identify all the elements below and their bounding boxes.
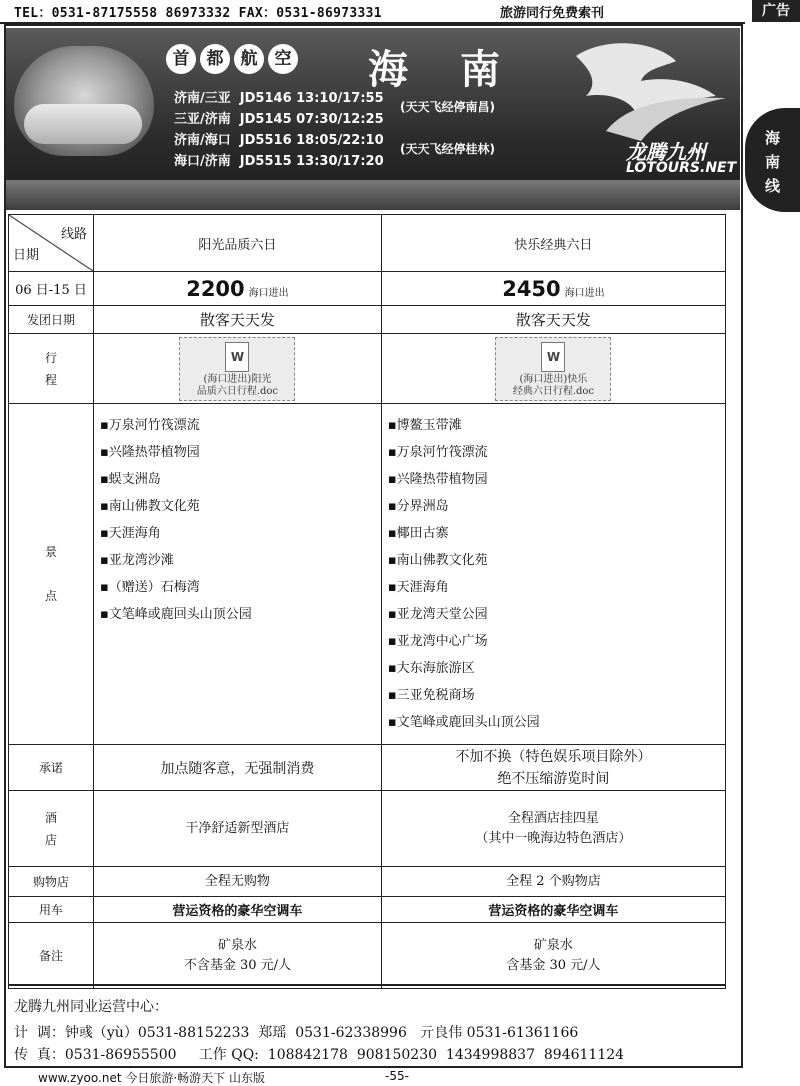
slogan: 旅游同行免费索刊: [500, 6, 605, 21]
promise-label: 承诺: [9, 745, 94, 791]
spots-row: [9, 404, 726, 745]
vehicle-label: 用车: [9, 897, 94, 923]
page-footer: [0, 1068, 800, 1086]
list-item: ▪博鳌玉带滩: [387, 418, 462, 433]
remarks-row: [9, 923, 726, 989]
shopping-value-2: 全程 2 个购物店: [381, 867, 725, 897]
flight-schedule: [174, 88, 384, 172]
hotel-label: 酒 店: [9, 791, 94, 867]
remarks-label: 备注: [9, 923, 94, 989]
promise-row: [9, 745, 726, 791]
company-logo-en: LOTOURS.NET: [626, 160, 737, 176]
price-row: [9, 272, 726, 306]
airline-char: 首: [166, 44, 196, 74]
list-item: ▪天涯海角: [387, 580, 449, 595]
resort-photo: [14, 46, 154, 156]
airline-name: [166, 44, 298, 74]
column-header-2: 快乐经典六日: [381, 215, 725, 272]
airline-char: 空: [268, 44, 298, 74]
list-item: ▪天涯海角: [100, 526, 161, 541]
list-item: ▪蜈支洲岛: [100, 472, 161, 487]
list-item: ▪文笔峰或鹿回头山顶公园: [100, 607, 252, 622]
column-header-1: 阳光品质六日: [94, 215, 382, 272]
word-doc-attachment-1[interactable]: [179, 337, 295, 401]
list-item: ▪（赠送）石梅湾: [100, 580, 200, 595]
contact-info: TEL：0531-87175558 86973332 FAX：0531-86973331: [14, 6, 382, 21]
spots-list-1: [94, 404, 382, 745]
doc-filename: (海口进出)阳光: [203, 373, 272, 385]
list-item: ▪亚龙湾沙滩: [100, 553, 174, 568]
depart-value-1: 散客天天发: [94, 306, 382, 334]
shopping-label: 购物店: [9, 867, 94, 897]
word-doc-attachment-2[interactable]: [495, 337, 611, 401]
date-range: 06 日-15 日: [9, 272, 94, 306]
hotel-row: [9, 791, 726, 867]
destination-title: 海南: [368, 47, 552, 93]
hotel-value-2: 全程酒店挂四星 （其中一晚海边特色酒店）: [381, 791, 725, 867]
itinerary-row: [9, 334, 726, 404]
pool-image: [24, 104, 142, 144]
doc-filename: (海口进出)快乐: [519, 373, 588, 385]
flight-row: 济南/海口 JD5516 18:05/22:10: [174, 133, 384, 148]
promise-value-2: 不加不换（特色娱乐项目除外） 绝不压缩游览时间: [381, 745, 725, 791]
company-logo-cn: 龙腾九州: [626, 140, 706, 164]
banner: [6, 28, 740, 210]
flight-row: 济南/三亚 JD5146 13:10/17:55: [174, 91, 384, 106]
fax-qq-contacts: 传 真：0531-86955500 工作 QQ: 108842178 908150230 1434998837 894611124: [14, 1047, 625, 1063]
depart-value-2: 散客天天发: [381, 306, 725, 334]
doc-filename: 品质六日行程.doc: [196, 385, 279, 397]
itinerary-table: [8, 214, 726, 989]
remarks-value-2: 矿泉水 含基金 30 元/人: [381, 923, 725, 989]
page-number: -55-: [385, 1069, 409, 1083]
word-doc-icon: W: [225, 342, 249, 372]
list-item: ▪椰田古寨: [387, 526, 449, 541]
flight-row: 海口/济南 JD5515 13:30/17:20: [174, 154, 384, 169]
dragon-logo-icon: [546, 36, 736, 146]
list-item: ▪三亚免税商场: [387, 688, 475, 703]
price-value: 2450: [502, 276, 561, 301]
section-tab: [745, 108, 800, 212]
itinerary-doc-cell-2: [381, 334, 725, 404]
list-item: ▪亚龙湾中心广场: [387, 634, 488, 649]
flight-row: 三亚/济南 JD5145 07:30/12:25: [174, 112, 384, 127]
price-cell-1: [94, 272, 382, 306]
itinerary-label: 行 程: [9, 334, 94, 404]
shopping-row: [9, 867, 726, 897]
ad-badge: 广告: [752, 0, 800, 22]
price-value: 2200: [186, 276, 245, 301]
list-item: ▪南山佛教文化苑: [100, 499, 200, 514]
flight-note-nanchang: (天天飞经停南昌): [400, 100, 495, 114]
table-header-row: [9, 215, 726, 272]
promise-value-1: 加点随客意，无强制消费: [94, 745, 382, 791]
section-tab-char: 海: [764, 129, 780, 147]
depart-label: 发团日期: [9, 306, 94, 334]
word-doc-icon: W: [541, 342, 565, 372]
list-item: ▪文笔峰或鹿回头山顶公园: [387, 715, 540, 730]
vehicle-value-1: 营运资格的豪华空调车: [94, 897, 382, 923]
vehicle-value-2: 营运资格的豪华空调车: [381, 897, 725, 923]
doc-filename: 经典六日行程.doc: [512, 385, 595, 397]
list-item: ▪大东海旅游区: [387, 661, 475, 676]
flight-note-guilin: (天天飞经停桂林): [400, 142, 495, 156]
price-note: 海口进出: [564, 287, 605, 299]
airline-char: 都: [200, 44, 230, 74]
header-route-label: 线路: [60, 227, 87, 242]
contact-footer: [8, 984, 726, 1068]
dispatcher-contacts: 计 调：钟彧（yù）0531-88152233 郑瑶 0531-62338996 亓良伟 0531-61361166: [14, 1025, 579, 1041]
shopping-value-1: 全程无购物: [94, 867, 382, 897]
section-tab-char: 线: [764, 177, 780, 195]
website-credit: www.zyoo.net 今日旅游·畅游天下 山东版: [38, 1071, 265, 1085]
section-tab-char: 南: [764, 153, 780, 171]
top-bar: [0, 0, 800, 22]
depart-row: [9, 306, 726, 334]
spots-list-2: [381, 404, 725, 745]
airline-char: 航: [234, 44, 264, 74]
list-item: ▪万泉河竹筏漂流: [387, 445, 488, 460]
price-note: 海口进出: [248, 287, 289, 299]
price-cell-2: [381, 272, 725, 306]
header-diagonal-cell: [9, 215, 94, 272]
list-item: ▪分界洲岛: [387, 499, 449, 514]
vehicle-row: [9, 897, 726, 923]
header-date-label: 日期: [13, 248, 40, 263]
spots-label: 景 点: [9, 404, 94, 745]
remarks-value-1: 矿泉水 不含基金 30 元/人: [94, 923, 382, 989]
list-item: ▪万泉河竹筏漂流: [100, 418, 200, 433]
list-item: ▪兴隆热带植物园: [100, 445, 200, 460]
list-item: ▪兴隆热带植物园: [387, 472, 488, 487]
list-item: ▪南山佛教文化苑: [387, 553, 488, 568]
itinerary-doc-cell-1: [94, 334, 382, 404]
list-item: ▪亚龙湾天堂公园: [387, 607, 488, 622]
skyline-image: [6, 180, 740, 210]
hotel-value-1: 干净舒适新型酒店: [94, 791, 382, 867]
company-name: 龙腾九州同业运营中心：: [14, 999, 168, 1015]
